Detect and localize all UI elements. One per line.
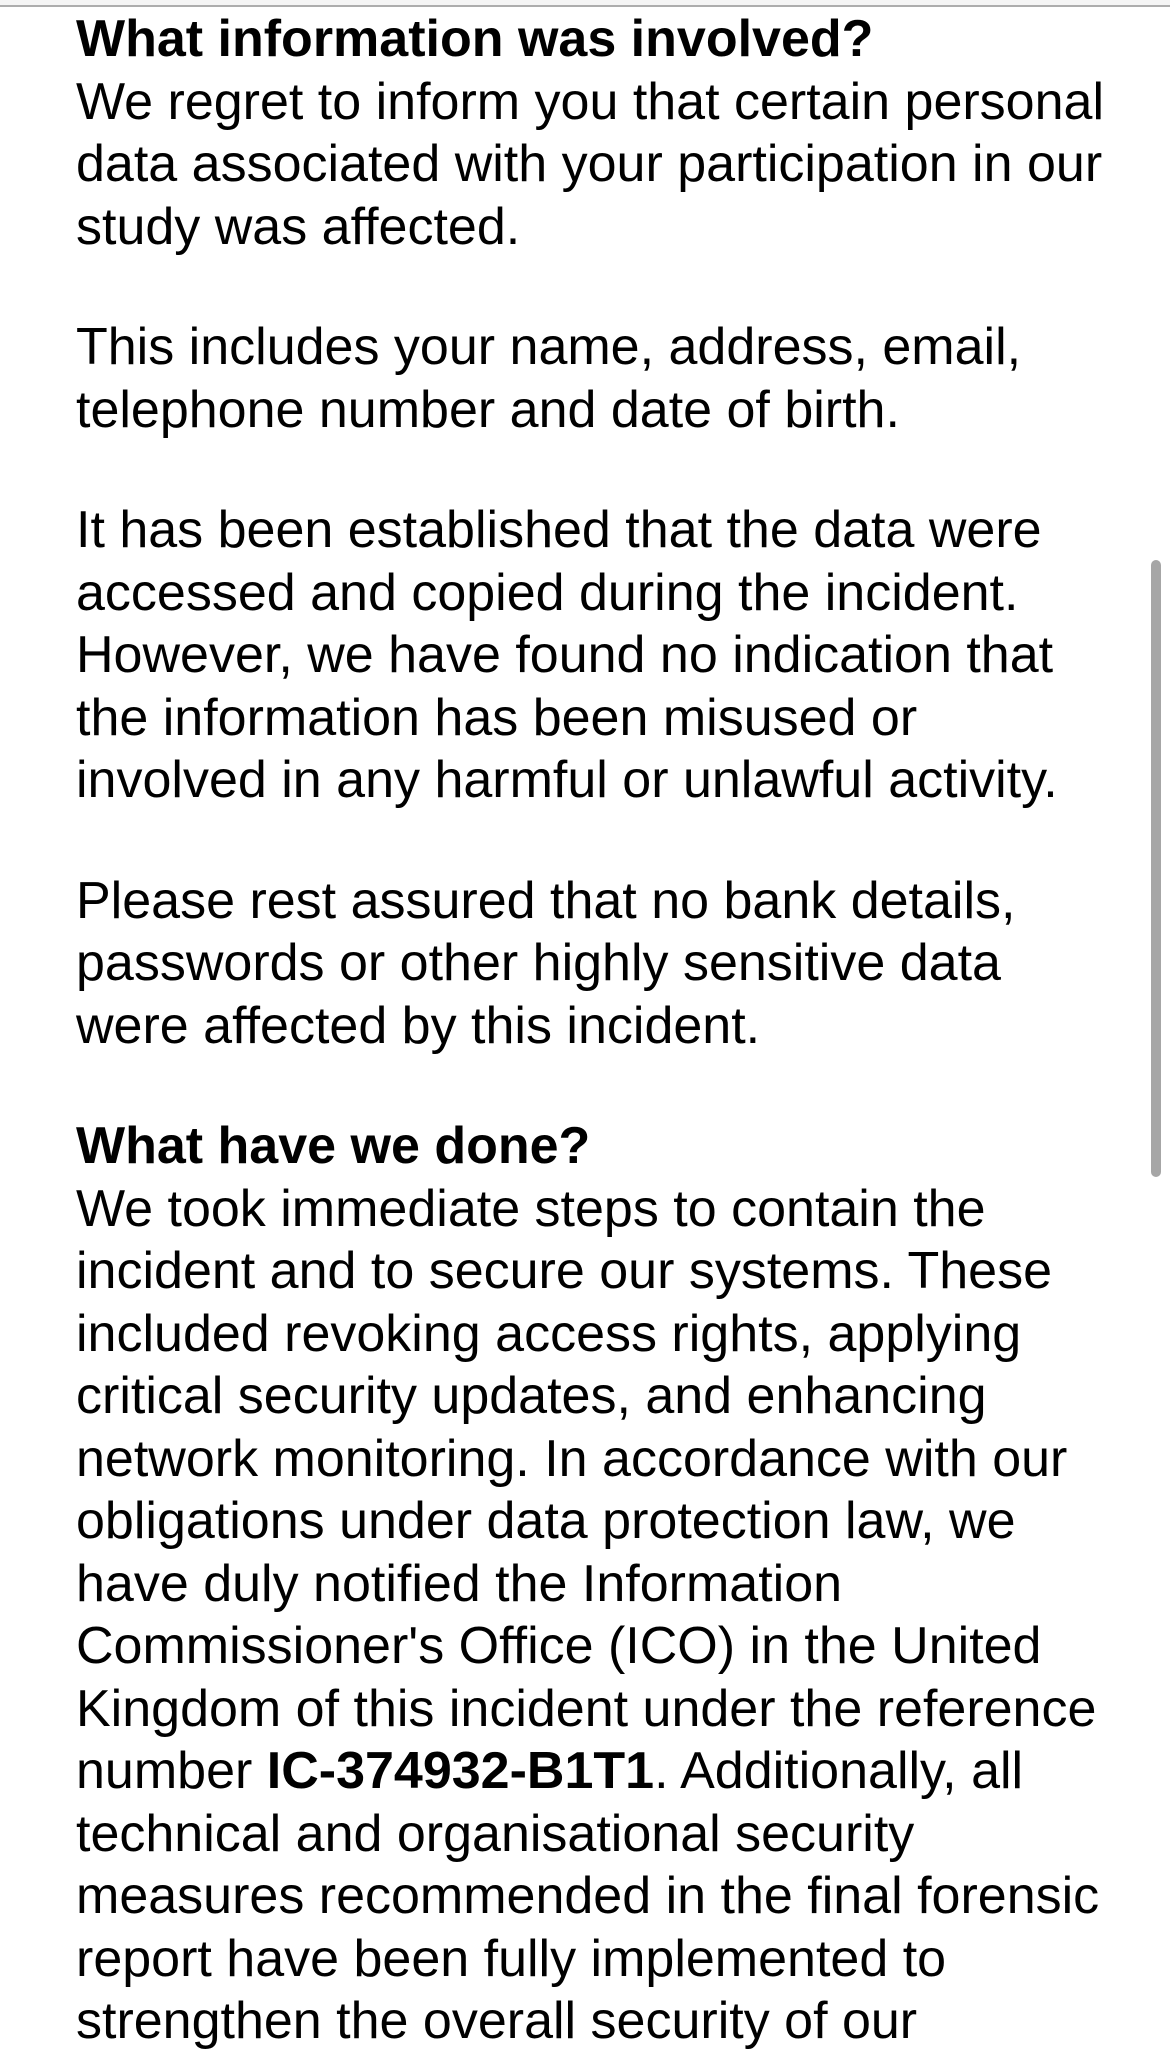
text-line-with-reference [76, 1740, 1120, 1803]
text-line: obligations under data protection law, we [76, 1492, 1016, 1550]
paragraph-data-affected [76, 71, 1120, 259]
text-line: report have been fully implemented to [76, 1929, 947, 1988]
text-line: strengthen the overall security of our [76, 1992, 918, 2050]
text-line: passwords or other highly sensitive data [76, 934, 1001, 992]
text-line: This includes your name, address, email, [76, 318, 1022, 376]
text-line: However, we have found no indication that [76, 626, 1054, 684]
text-line: Commissioner's Office (ICO) in the United [76, 1617, 1042, 1675]
section-heading-text: What have we done? [76, 1117, 591, 1175]
text-line: It has been established that the data were [76, 501, 1042, 559]
text-line: Please rest assured that no bank details, [76, 871, 1016, 930]
text-line: incident and to secure our systems. These [76, 1242, 1052, 1300]
text-line: network monitoring. In accordance with our [76, 1429, 1068, 1488]
scrollbar-thumb[interactable] [1151, 560, 1161, 1177]
text-line: study was affected. [76, 197, 521, 256]
text-line: have duly notified the Information [76, 1554, 843, 1613]
text-line: critical security updates, and enhancing [76, 1367, 987, 1425]
section-heading-what-have-we-done [76, 1115, 1120, 1178]
paragraph-access-copied [76, 499, 1120, 812]
text-line: included revoking access rights, applying [76, 1304, 1022, 1363]
text-line: accessed and copied during the incident. [76, 563, 1019, 622]
section-heading-information-involved [76, 8, 1120, 71]
text-line: We took immediate steps to contain the [76, 1179, 986, 1238]
paragraph-no-sensitive-data [76, 870, 1120, 1058]
paragraph-data-types [76, 316, 1120, 441]
document-page [0, 7, 1170, 2053]
text-line: involved in any harmful or unlawful activity. [76, 751, 1058, 809]
text-line: Kingdom of this incident under the reference [76, 1679, 1097, 1738]
section-heading-text: What information was involved? [76, 10, 874, 68]
text-line: measures recommended in the final forensic [76, 1867, 1100, 1925]
text-segment: number [76, 1742, 267, 1800]
ico-reference-number: IC-374932-B1T1 [266, 1742, 655, 1800]
top-toolbar-edge [0, 0, 1170, 7]
paragraph-remediation [76, 1178, 1120, 2053]
text-line: data associated with your participation in our [76, 135, 1103, 193]
text-segment: . Additionally, all [654, 1742, 1024, 1800]
text-line: We regret to inform you that certain personal [76, 72, 1104, 131]
text-line: were affected by this incident. [76, 996, 761, 1055]
text-line: telephone number and date of birth. [76, 380, 900, 439]
text-line: the information has been misused or [76, 688, 918, 747]
text-line: technical and organisational security [76, 1804, 915, 1863]
